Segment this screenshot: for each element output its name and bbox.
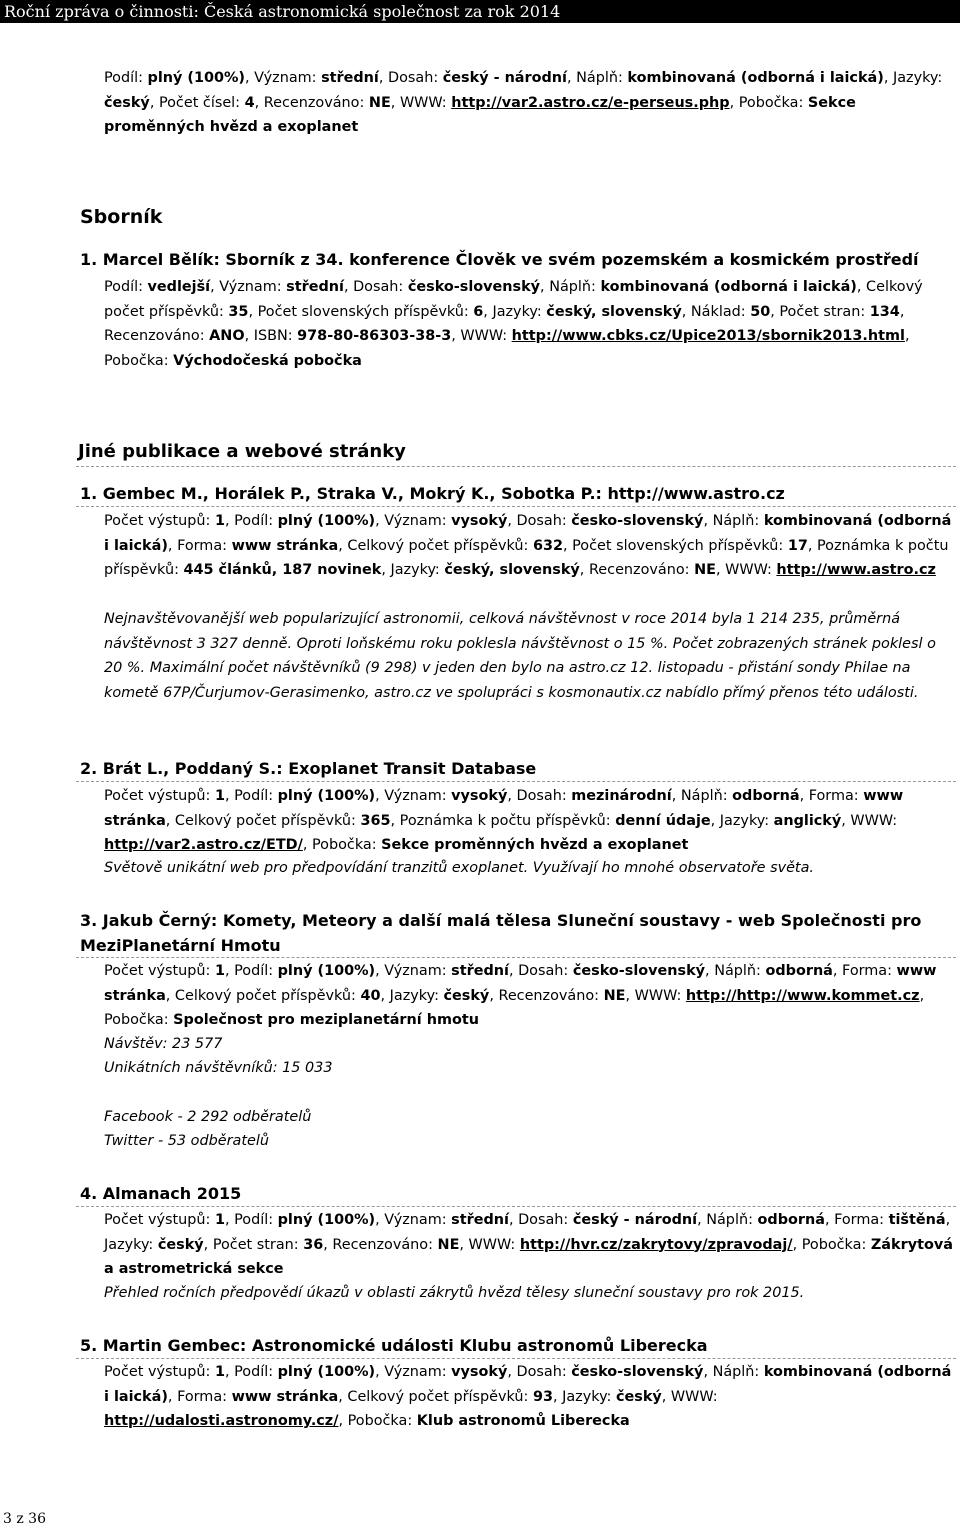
field-label: , Poznámka k počtu příspěvků: — [390, 812, 616, 829]
field-label: , Forma: — [824, 1212, 889, 1228]
periodical-details — [104, 66, 954, 140]
field-value: www stránka — [231, 1388, 339, 1405]
field-label: , Pobočka: — [302, 837, 382, 853]
field-value: střední — [286, 279, 344, 295]
divider — [76, 781, 956, 782]
www-link[interactable]: http://udalosti.astronomy.cz/ — [104, 1413, 339, 1429]
field-value: Klub astronomů Liberecka — [416, 1413, 630, 1429]
field-value: tištěná — [888, 1212, 946, 1228]
field-label: , Pobočka: — [104, 987, 925, 1028]
section-heading-jine: Jiné publikace a webové stránky — [78, 441, 406, 462]
field-value: střední — [451, 1212, 509, 1228]
field-value: kombinovaná (odborná i laická) — [104, 513, 952, 554]
field-value: plný (100%) — [277, 513, 376, 529]
field-value: 36 — [303, 1236, 324, 1253]
field-label: , Forma: — [167, 1388, 232, 1405]
field-label: , WWW: — [841, 812, 898, 829]
field-label: , Jazyky: — [552, 1388, 616, 1405]
field-label: , Recenzováno: — [323, 1236, 438, 1253]
field-value: plný (100%) — [277, 1212, 376, 1228]
field-value: Sekce proměnných hvězd a exoplanet — [104, 94, 856, 135]
field-value: Sekce proměnných hvězd a exoplanet — [381, 837, 689, 853]
field-label: , Jazyky: — [883, 70, 943, 86]
field-label: , Počet slovenských příspěvků: — [248, 303, 474, 320]
field-label: , Počet stran: — [203, 1236, 304, 1253]
field-label: , Počet slovenských příspěvků: — [562, 537, 788, 554]
field-value: vysoký — [451, 1364, 508, 1380]
field-label: , Celkový počet příspěvků: — [338, 1388, 533, 1405]
field-value: plný (100%) — [147, 70, 246, 86]
field-label: , WWW: — [661, 1388, 718, 1405]
field-label: , ISBN: — [244, 328, 298, 344]
field-value: česko-slovenský — [572, 963, 706, 979]
field-label: Počet výstupů: — [104, 513, 215, 529]
field-label: , Náplň: — [671, 788, 733, 804]
field-label: , WWW: — [390, 94, 452, 111]
field-label: , Dosah: — [508, 1212, 573, 1228]
field-value: plný (100%) — [277, 963, 376, 979]
field-value: český — [157, 1236, 204, 1253]
field-label: , Jazyky: — [483, 303, 547, 320]
field-value: mezinárodní — [571, 788, 672, 804]
field-label: , Recenzováno: — [489, 987, 604, 1004]
field-value: 1 — [214, 1212, 225, 1228]
field-label: , Význam: — [375, 513, 452, 529]
divider — [76, 1206, 956, 1207]
entry-details — [104, 784, 954, 858]
field-label: , Význam: — [375, 1364, 452, 1380]
field-label: , Jazyky: — [381, 562, 445, 578]
entry-details — [104, 1360, 954, 1434]
divider — [76, 466, 956, 467]
field-value: Východočeská pobočka — [173, 352, 362, 369]
field-label: , Počet stran: — [770, 303, 870, 320]
field-value: 17 — [787, 537, 808, 554]
field-label: , Počet čísel: — [149, 94, 245, 111]
field-label: , Dosah: — [508, 963, 573, 979]
page-number: 3 z 36 — [3, 1511, 46, 1527]
field-value: 1 — [214, 1364, 225, 1380]
field-label: , Význam: — [375, 788, 452, 804]
field-label: , Jazyky: — [710, 812, 774, 829]
field-value: 365 — [360, 812, 391, 829]
field-value: Zákrytová a astrometrická sekce — [104, 1236, 953, 1277]
stat-facebook: Facebook - 2 292 odběratelů — [104, 1109, 312, 1125]
field-value: plný (100%) — [277, 1364, 376, 1380]
stat-twitter: Twitter - 53 odběratelů — [104, 1133, 269, 1149]
field-value: Společnost pro meziplanetární hmotu — [173, 1012, 479, 1028]
field-value: 632 — [532, 537, 563, 554]
www-link[interactable]: http://var2.astro.cz/e-perseus.php — [451, 94, 730, 111]
field-value: česko-slovenský — [407, 279, 541, 295]
stat-visits: Návštěv: 23 577 — [104, 1036, 223, 1052]
www-link[interactable]: http://hvr.cz/zakrytovy/zpravodaj/ — [519, 1236, 793, 1253]
field-value: odborná — [732, 788, 800, 804]
www-link[interactable]: http://http://www.kommet.cz — [685, 987, 920, 1004]
field-label: , Podíl: — [224, 963, 278, 979]
field-value: 6 — [473, 303, 484, 320]
field-label: , Celkový počet příspěvků: — [104, 279, 923, 320]
www-link[interactable]: http://www.astro.cz — [776, 562, 936, 578]
field-value: NE — [368, 94, 391, 111]
field-label: Počet výstupů: — [104, 1212, 215, 1228]
divider — [76, 957, 956, 958]
field-label: , Jazyky: — [104, 1212, 951, 1253]
field-value: vysoký — [451, 513, 508, 529]
field-label: , Podíl: — [224, 1212, 278, 1228]
entry-title: 3. Jakub Černý: Komety, Meteory a další malá tělesa Sluneční soustavy - web Společnosti pro MeziPlanetární Hmotu — [80, 911, 922, 955]
field-value: odborná — [765, 963, 833, 979]
field-label: Počet výstupů: — [104, 1364, 215, 1380]
field-label: , Recenzováno: — [579, 562, 695, 578]
field-value: český — [615, 1388, 662, 1405]
field-value: 978-80-86303-38-3 — [297, 328, 452, 344]
field-label: , Poznámka k počtu příspěvků: — [104, 537, 949, 578]
field-label: , WWW: — [459, 1236, 520, 1253]
field-value: 35 — [228, 303, 249, 320]
field-label: , Forma: — [832, 963, 897, 979]
field-value: denní údaje — [615, 812, 711, 829]
field-value: NE — [694, 562, 716, 578]
field-label: , Náplň: — [705, 963, 766, 979]
field-label: Podíl: — [104, 279, 148, 295]
field-label: , Význam: — [210, 279, 287, 295]
field-value: www stránka — [231, 537, 339, 554]
field-value: 1 — [214, 788, 225, 804]
field-value: český, slovenský — [444, 562, 580, 578]
field-label: , Podíl: — [224, 1364, 278, 1380]
field-label: , Recenzováno: — [104, 303, 905, 344]
field-label: , Recenzováno: — [254, 94, 369, 111]
field-label: , Podíl: — [224, 513, 278, 529]
field-label: , Forma: — [799, 788, 864, 804]
field-value: střední — [451, 963, 509, 979]
field-label: , Význam: — [375, 963, 452, 979]
field-label: , Dosah: — [507, 788, 572, 804]
entry-note: Přehled ročních předpovědí úkazů v oblasti zákrytů hvězd tělesy sluneční soustavy pro rok 2015. — [104, 1285, 805, 1301]
field-label: , Celkový počet příspěvků: — [338, 537, 533, 554]
field-value: vysoký — [451, 788, 508, 804]
www-link[interactable]: http://var2.astro.cz/ETD/ — [104, 837, 303, 853]
field-value: střední — [321, 70, 379, 86]
field-label: , Celkový počet příspěvků: — [165, 812, 361, 829]
entry-title: 1. Marcel Bělík: Sborník z 34. konference Člověk ve svém pozemském a kosmickém prostředí — [80, 250, 919, 269]
field-label: , Pobočka: — [338, 1413, 417, 1429]
field-label: , Pobočka: — [792, 1236, 871, 1253]
field-label: , Forma: — [167, 537, 232, 554]
field-value: www stránka — [104, 963, 937, 1004]
field-value: česko-slovenský — [571, 1364, 704, 1380]
field-label: , Význam: — [245, 70, 322, 86]
field-value: 40 — [360, 987, 381, 1004]
section-heading-sbornik: Sborník — [80, 206, 163, 228]
field-value: kombinovaná (odborná i laická) — [627, 70, 884, 86]
entry-details — [104, 959, 954, 1033]
field-label: , Pobočka: — [104, 328, 910, 369]
field-label: , Dosah: — [507, 1364, 572, 1380]
field-value: 1 — [214, 513, 225, 529]
field-value: český — [104, 94, 150, 111]
field-label: , Význam: — [375, 1212, 452, 1228]
field-value: 1 — [214, 963, 225, 979]
field-value: anglický — [773, 812, 842, 829]
field-value: český, slovenský — [546, 303, 682, 320]
field-label: Počet výstupů: — [104, 963, 215, 979]
field-label: , WWW: — [451, 328, 512, 344]
field-value: český - národní — [442, 70, 567, 86]
field-label: , Náklad: — [681, 303, 751, 320]
field-label: Podíl: — [104, 70, 148, 86]
field-label: , Náplň: — [697, 1212, 758, 1228]
field-label: , Náplň: — [703, 1364, 764, 1380]
field-label: , Celkový počet příspěvků: — [165, 987, 361, 1004]
entry-title: 1. Gembec M., Horálek P., Straka V., Mokrý K., Sobotka P.: http://www.astro.cz — [80, 484, 785, 503]
field-value: odborná — [757, 1212, 825, 1228]
field-label: , WWW: — [625, 987, 686, 1004]
field-value: NE — [603, 987, 626, 1004]
field-value: www stránka — [104, 788, 904, 829]
field-label: , Podíl: — [224, 788, 278, 804]
field-value: NE — [437, 1236, 460, 1253]
field-value: kombinovaná (odborná i laická) — [600, 279, 857, 295]
field-label: , Dosah: — [507, 513, 572, 529]
field-label: , Jazyky: — [380, 987, 444, 1004]
entry-details — [104, 275, 954, 373]
field-value: kombinovaná (odborná i laická) — [104, 1364, 952, 1405]
divider — [76, 506, 956, 507]
field-value: 445 článků, 187 novinek — [183, 562, 382, 578]
entry-note: Světově unikátní web pro předpovídání tranzitů exoplanet. Využívají ho mnohé observatoře světa. — [104, 860, 814, 876]
field-label: , Náplň: — [703, 513, 764, 529]
entry-title: 2. Brát L., Poddaný S.: Exoplanet Transit Database — [80, 759, 537, 778]
field-value: 93 — [532, 1388, 553, 1405]
field-label: , Dosah: — [343, 279, 408, 295]
field-label: , WWW: — [715, 562, 777, 578]
divider — [76, 1358, 956, 1359]
entry-title: 4. Almanach 2015 — [80, 1184, 242, 1203]
field-value: český — [443, 987, 490, 1004]
field-value: vedlejší — [147, 279, 211, 295]
www-link[interactable]: http://www.cbks.cz/Upice2013/sbornik2013.html — [511, 328, 905, 344]
entry-title: 5. Martin Gembec: Astronomické události Klubu astronomů Liberecka — [80, 1336, 708, 1355]
stat-unique-visitors: Unikátních návštěvníků: 15 033 — [104, 1060, 333, 1076]
field-value: ANO — [209, 328, 245, 344]
field-label: , Náplň: — [540, 279, 601, 295]
field-label: , Náplň: — [566, 70, 628, 86]
field-value: český - národní — [572, 1212, 698, 1228]
field-value: 50 — [750, 303, 771, 320]
entry-details — [104, 509, 954, 583]
field-label: Počet výstupů: — [104, 788, 215, 804]
field-label: , Pobočka: — [729, 94, 808, 111]
entry-note: Nejnavštěvovanější web popularizující astronomii, celková návštěvnost v roce 2014 byla 1 214 235, průměrná návštěvnost 3 327 denně. Oproti loňskému roku poklesla návštěvnost o 15 %. Počet zobrazených stránek poklesl o 20 %. Maximální počet návštěvníků (9 298) v jeden den bylo na astro.cz 12. listopadu - přistání sondy Philae na kometě 67P/Čurjumov-Gerasimenko, astro.cz ve spolupráci s kosmonautix.cz nabídlo přímý přenos této události. — [104, 611, 936, 701]
field-label: , Dosah: — [378, 70, 443, 86]
field-value: 4 — [244, 94, 255, 111]
page-header: Roční zpráva o činnosti: Česká astronomická společnost za rok 2014 — [0, 0, 960, 23]
entry-details — [104, 1208, 954, 1282]
field-value: česko-slovenský — [571, 513, 704, 529]
field-value: plný (100%) — [277, 788, 376, 804]
field-value: 134 — [869, 303, 900, 320]
